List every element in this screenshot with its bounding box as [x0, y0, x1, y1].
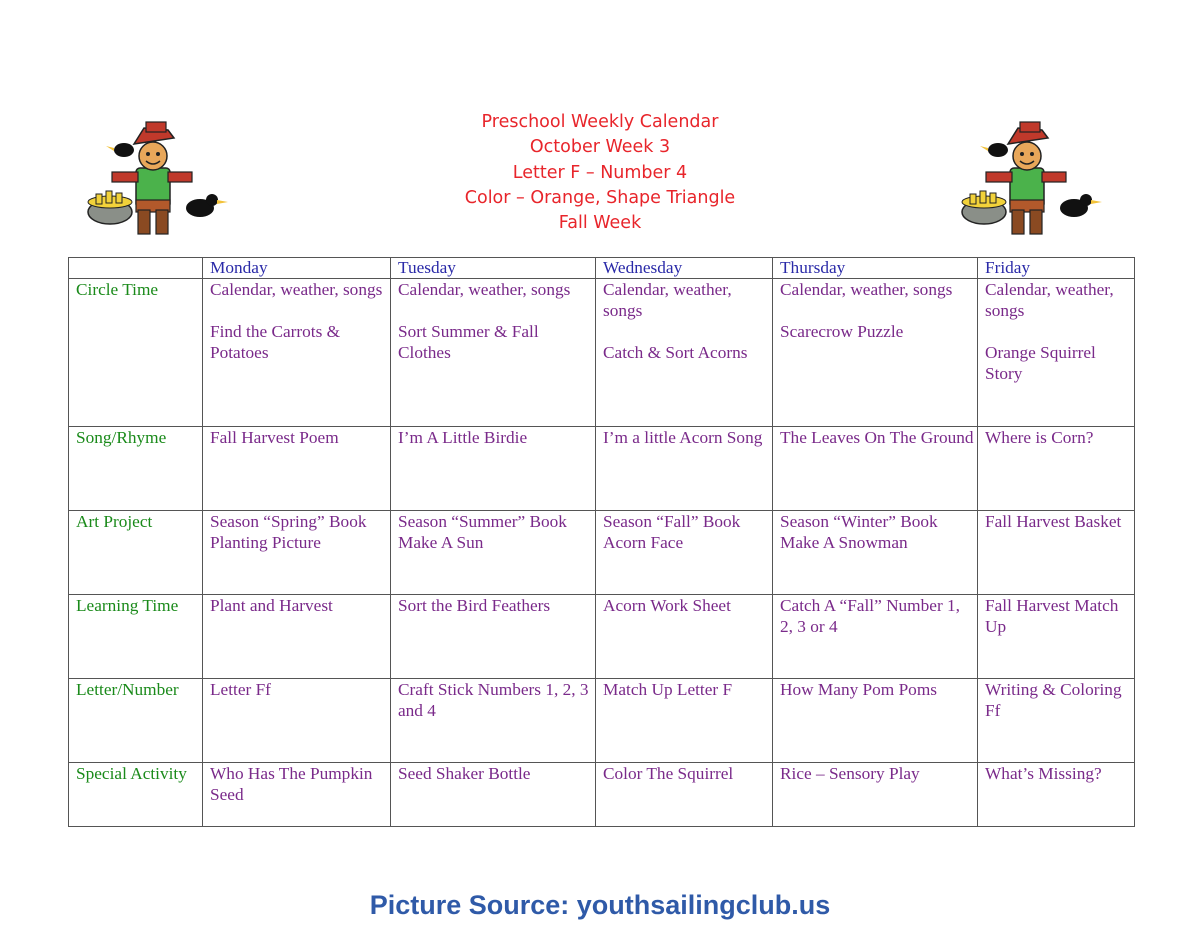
day-header-monday: Monday	[203, 258, 391, 279]
title-line: Color – Orange, Shape Triangle	[464, 187, 736, 208]
schedule-row	[69, 763, 1135, 827]
title-line: October Week 3	[529, 137, 671, 158]
activity-cell	[978, 511, 1135, 595]
day-header-row	[69, 258, 1135, 279]
activity-text: Season “Summer” Book Make A Sun	[398, 512, 567, 552]
row-label: Circle Time	[69, 279, 203, 427]
activity-cell	[596, 279, 773, 427]
activity-text: How Many Pom Poms	[780, 680, 937, 699]
activity-text: The Leaves On The Ground	[780, 428, 974, 447]
activity-cell	[391, 679, 596, 763]
schedule-row	[69, 511, 1135, 595]
activity-text: Writing & Coloring Ff	[985, 680, 1122, 720]
cell-spacer	[985, 321, 1134, 342]
row-label: Letter/Number	[69, 679, 203, 763]
picture-source-caption: Picture Source: youthsailingclub.us	[369, 890, 831, 920]
day-header-wednesday: Wednesday	[596, 258, 773, 279]
activity-cell	[978, 763, 1135, 827]
activity-text: Calendar, weather, songs	[398, 280, 571, 299]
title-line: Preschool Weekly Calendar	[481, 112, 719, 132]
activity-text: Fall Harvest Poem	[210, 428, 339, 447]
activity-text: Calendar, weather, songs	[985, 280, 1114, 320]
activity-cell	[978, 679, 1135, 763]
activity-text: What’s Missing?	[985, 764, 1102, 783]
activity-cell	[203, 679, 391, 763]
activity-cell	[773, 679, 978, 763]
activity-text: Match Up Letter F	[603, 680, 733, 699]
activity-cell	[391, 279, 596, 427]
activity-cell	[391, 427, 596, 511]
title-line: Letter F – Number 4	[512, 162, 688, 183]
activity-cell	[773, 279, 978, 427]
row-label: Special Activity	[69, 763, 203, 827]
activity-text: Seed Shaker Bottle	[398, 764, 531, 783]
activity-cell	[978, 279, 1135, 427]
activity-text: Craft Stick Numbers 1, 2, 3 and 4	[398, 680, 589, 720]
activity-cell	[596, 427, 773, 511]
activity-text: Orange Squirrel Story	[985, 343, 1096, 383]
activity-text: Color The Squirrel	[603, 764, 734, 783]
cell-spacer	[780, 300, 977, 321]
activity-cell	[391, 763, 596, 827]
activity-text: Catch A “Fall” Number 1, 2, 3 or 4	[780, 596, 960, 636]
activity-text: Rice – Sensory Play	[780, 764, 920, 783]
activity-text: Season “Spring” Book Planting Picture	[210, 512, 367, 552]
activity-cell	[203, 595, 391, 679]
activity-cell	[596, 595, 773, 679]
activity-cell	[978, 427, 1135, 511]
activity-text: Catch & Sort Acorns	[603, 343, 748, 362]
activity-text: I’m a little Acorn Song	[603, 428, 763, 447]
activity-text: Who Has The Pumpkin Seed	[210, 764, 373, 804]
schedule-row	[69, 427, 1135, 511]
activity-cell	[203, 279, 391, 427]
activity-text: Calendar, weather, songs	[780, 280, 953, 299]
activity-text: Season “Fall” Book Acorn Face	[603, 512, 741, 552]
calendar-title	[0, 110, 1200, 236]
activity-text: Season “Winter” Book Make A Snowman	[780, 512, 938, 552]
activity-cell	[203, 511, 391, 595]
activity-text: Fall Harvest Basket	[985, 512, 1122, 531]
corner-cell	[69, 258, 203, 279]
activity-text: Calendar, weather, songs	[210, 280, 383, 299]
row-label: Learning Time	[69, 595, 203, 679]
row-label: Art Project	[69, 511, 203, 595]
activity-text: Fall Harvest Match Up	[985, 596, 1119, 636]
day-header-thursday: Thursday	[773, 258, 978, 279]
activity-text: Where is Corn?	[985, 428, 1094, 447]
activity-text: Sort the Bird Feathers	[398, 596, 551, 615]
activity-cell	[773, 511, 978, 595]
activity-text: Calendar, weather, songs	[603, 280, 732, 320]
activity-text: Find the Carrots & Potatoes	[210, 322, 341, 362]
activity-cell	[773, 427, 978, 511]
activity-cell	[203, 427, 391, 511]
title-line: Fall Week	[558, 213, 642, 234]
activity-cell	[596, 679, 773, 763]
schedule-body	[69, 279, 1135, 827]
day-header-tuesday: Tuesday	[391, 258, 596, 279]
cell-spacer	[603, 321, 772, 342]
activity-text: Scarecrow Puzzle	[780, 322, 904, 341]
cell-spacer	[398, 300, 595, 321]
activity-cell	[978, 595, 1135, 679]
activity-text: Letter Ff	[210, 680, 271, 699]
activity-cell	[391, 595, 596, 679]
activity-text: I’m A Little Birdie	[398, 428, 528, 447]
schedule-row	[69, 679, 1135, 763]
day-header-friday: Friday	[978, 258, 1135, 279]
schedule-row	[69, 595, 1135, 679]
activity-cell	[773, 595, 978, 679]
activity-text: Sort Summer & Fall Clothes	[398, 322, 539, 362]
schedule-row	[69, 279, 1135, 427]
activity-cell	[773, 763, 978, 827]
activity-cell	[391, 511, 596, 595]
cell-spacer	[210, 300, 390, 321]
activity-cell	[596, 511, 773, 595]
activity-cell	[596, 763, 773, 827]
activity-text: Acorn Work Sheet	[603, 596, 731, 615]
activity-text: Plant and Harvest	[210, 596, 333, 615]
row-label: Song/Rhyme	[69, 427, 203, 511]
activity-cell	[203, 763, 391, 827]
weekly-schedule-table	[68, 257, 1135, 827]
